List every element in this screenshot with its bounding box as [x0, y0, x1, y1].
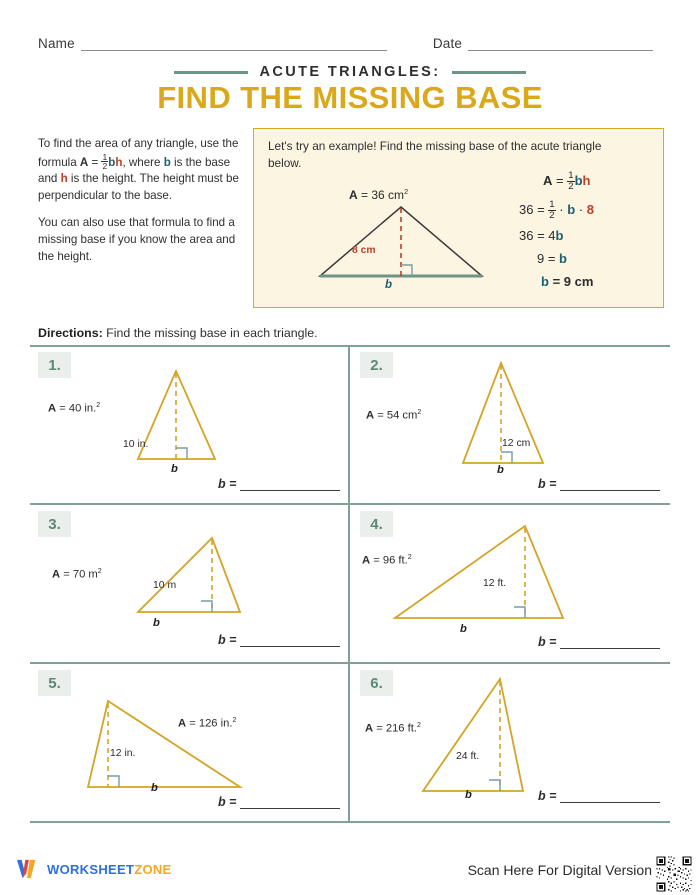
answer-prefix: b = [538, 477, 557, 491]
problem-number-badge: 1. [38, 352, 71, 378]
problem-height-label: 12 in. [110, 748, 136, 759]
answer-prefix: b = [218, 633, 237, 647]
answer-field[interactable] [218, 633, 340, 647]
answer-blank[interactable] [560, 636, 660, 649]
page-title: FIND THE MISSING BASE [157, 80, 543, 115]
problem-grid [30, 345, 670, 823]
problem-2 [352, 347, 670, 504]
answer-prefix: b = [218, 477, 237, 491]
problem-area-label: A = 126 in.$^2$ [178, 717, 237, 730]
problem-base-label: b [151, 782, 158, 794]
answer-blank[interactable] [560, 478, 660, 491]
example-height-label: 8 cm [352, 245, 376, 256]
scan-prompt-text: Scan Here For Digital Version [467, 862, 652, 878]
problem-height-label: 12 ft. [483, 578, 507, 589]
problem-6 [352, 665, 670, 822]
kicker-text: ACUTE TRIANGLES: [259, 64, 441, 80]
answer-blank[interactable] [240, 478, 340, 491]
answer-blank[interactable] [560, 790, 660, 803]
example-prompt: Let's try an example! Find the missing base of the acute triangle below. [268, 139, 602, 170]
directions-label: Directions: [38, 326, 103, 340]
date-input-rule[interactable] [468, 37, 653, 51]
problem-area-label: A = 54 $cm^2$ [366, 409, 422, 422]
problem-base-label: b [171, 463, 178, 475]
problem-4 [352, 506, 670, 663]
answer-field[interactable] [538, 789, 660, 803]
problem-number-badge: 5. [38, 670, 71, 696]
name-date-row [38, 36, 664, 51]
directions-line [38, 326, 318, 340]
directions-text: Find the missing base in each triangle. [102, 326, 318, 340]
problem-area-label: A = 96 ft.$^2$ [362, 554, 412, 567]
problem-base-label: b [497, 464, 504, 476]
worksheet-zone-logo[interactable] [16, 858, 172, 880]
problem-base-label: b [465, 789, 472, 801]
example-step-3: 36 = 4b [519, 228, 564, 244]
example-step-4: 9 = b [537, 251, 567, 267]
kicker-dash-left [174, 71, 248, 74]
example-step-5: b = 9 cm [541, 273, 594, 289]
logo-v-icon [16, 858, 40, 880]
answer-prefix: b = [538, 635, 557, 649]
grid-divider-vertical [348, 345, 350, 823]
problem-triangle-figure [374, 520, 574, 626]
problem-triangle-figure [130, 534, 250, 624]
worksheet-title-block [0, 64, 700, 114]
title-kicker [0, 64, 700, 80]
example-solution-steps [519, 171, 659, 298]
name-input-rule[interactable] [81, 37, 387, 51]
instruction-text [38, 136, 243, 265]
example-triangle-figure [314, 204, 489, 286]
problem-height-label: 12 cm [502, 438, 531, 449]
answer-blank[interactable] [240, 634, 340, 647]
name-label: Name [38, 36, 75, 51]
problem-area-label: A = 40 in.$^2$ [48, 402, 101, 415]
answer-field[interactable] [218, 795, 340, 809]
problem-number-badge: 6. [360, 670, 393, 696]
answer-prefix: b = [538, 789, 557, 803]
problem-triangle-figure [122, 367, 232, 467]
problem-number-badge: 3. [38, 511, 71, 537]
qr-code-icon[interactable] [655, 855, 693, 893]
example-box [253, 128, 664, 308]
example-step-2: 36 = $\frac{1}{2}$ · b · 8 [519, 199, 594, 221]
answer-field[interactable] [538, 635, 660, 649]
date-label: Date [432, 36, 463, 51]
problem-3 [30, 506, 348, 663]
problem-area-label: A = 70 $m^2$ [52, 568, 102, 581]
problem-height-label: 10 in. [123, 439, 149, 450]
problem-area-label: A = 216 ft.$^2$ [365, 722, 421, 735]
example-area-label: A = 36 $cm^2$ [349, 187, 409, 202]
problem-triangle-figure [448, 359, 558, 471]
problem-base-label: b [460, 623, 467, 635]
problem-triangle-figure [80, 695, 260, 795]
answer-blank[interactable] [240, 796, 340, 809]
instruction-paragraph-2: You can also use that formula to find a missing base if you know the area and the height. [38, 216, 236, 263]
problem-number-badge: 2. [360, 352, 393, 378]
answer-field[interactable] [218, 477, 340, 491]
problem-5 [30, 665, 348, 822]
problem-base-label: b [153, 617, 160, 629]
logo-text: WORKSHEETZONE [47, 861, 172, 877]
page-footer [0, 852, 700, 895]
example-base-label: b [385, 279, 393, 291]
answer-field[interactable] [538, 477, 660, 491]
problem-number-badge: 4. [360, 511, 393, 537]
example-step-1: A = $\frac{1}{2}$ bh [543, 170, 591, 192]
problem-height-label: 10 m [153, 580, 177, 591]
problem-height-label: 24 ft. [456, 751, 480, 762]
problem-triangle-figure [410, 673, 540, 801]
problem-1 [30, 347, 348, 504]
answer-prefix: b = [218, 795, 237, 809]
kicker-dash-right [452, 71, 526, 74]
instruction-paragraph-1: To find the area of any triangle, use the formula A = $\frac{1}{2}$ bh, where b is the base and h is the height. The height must be perpendicular to the base. [38, 137, 239, 202]
